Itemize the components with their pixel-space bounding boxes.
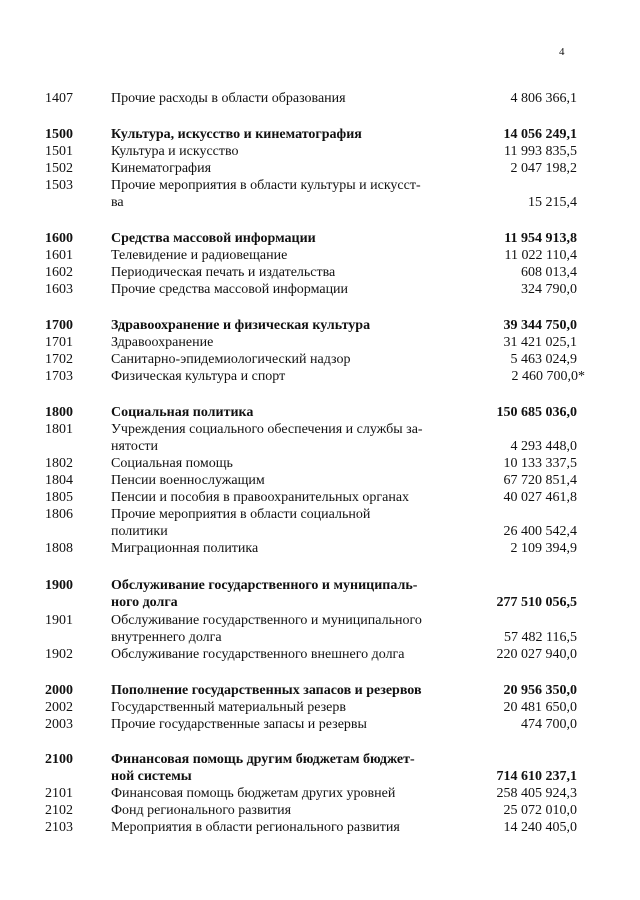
row-code: 2103 [45,820,73,835]
row-name: Здравоохранение и физическая культура [111,318,371,333]
row-amount: 2 460 700,0* [511,369,585,384]
row-amount: 39 344 750,0 [503,318,577,333]
row-amount: 11 954 913,8 [504,231,577,246]
row-code: 1602 [45,265,73,280]
table-row [0,612,640,646]
row-name: Миграционная политика [111,541,259,556]
table-row [0,455,640,472]
row-amount: 25 072 010,0 [503,803,577,818]
row-code: 2000 [45,683,73,698]
row-code: 1901 [45,613,73,628]
row-name: Здравоохранение [111,335,214,350]
row-name: Социальная помощь [111,456,233,471]
row-amount: 14 056 249,1 [503,127,577,142]
table-row [0,160,640,177]
row-amount: 2 109 394,9 [510,541,577,556]
row-amount: 11 993 835,5 [504,144,577,159]
row-name: Физическая культура и спорт [111,369,286,384]
table-row [0,716,640,733]
row-code: 1805 [45,490,73,505]
row-name: Кинематография [111,161,212,176]
row-name: Государственный материальный резерв [111,700,346,715]
row-name: Пополнение государственных запасов и резервов [111,683,422,698]
table-row [0,819,640,836]
row-name: Прочие мероприятия в области социальной политики [111,507,371,539]
row-name: Обслуживание государственного и муниципаль- ного долга [111,578,418,610]
row-amount: 220 027 940,0 [496,647,577,662]
row-code: 1500 [45,127,73,142]
table-row [0,540,640,557]
table-row [0,126,640,143]
row-name: Культура и искусство [111,144,239,159]
row-code: 1600 [45,231,73,246]
row-code: 1902 [45,647,73,662]
table-row [0,699,640,716]
row-amount: 40 027 461,8 [503,490,577,505]
row-code: 1407 [45,91,73,106]
table-row [0,785,640,802]
row-code: 1801 [45,422,73,437]
row-amount: 15 215,4 [528,195,577,210]
row-code: 1501 [45,144,73,159]
row-amount: 714 610 237,1 [496,769,577,784]
row-amount: 20 956 350,0 [503,683,577,698]
row-name: Мероприятия в области регионального развития [111,820,400,835]
row-code: 1702 [45,352,73,367]
table-row [0,247,640,264]
row-code: 1700 [45,318,73,333]
row-amount: 474 700,0 [521,717,577,732]
row-code: 1800 [45,405,73,420]
row-code: 1603 [45,282,73,297]
row-code: 1802 [45,456,73,471]
row-name: Социальная политика [111,405,254,420]
row-amount: 4 806 366,1 [510,91,577,106]
row-name: Прочие средства массовой информации [111,282,349,297]
row-name: Прочие расходы в области образования [111,91,346,106]
table-row [0,421,640,455]
table-row [0,177,640,211]
table-row [0,577,640,611]
row-name: Обслуживание государственного и муниципального внутреннего долга [111,613,422,645]
row-amount: 608 013,4 [521,265,577,280]
table-row [0,90,640,107]
row-name: Фонд регионального развития [111,803,292,818]
table-row [0,472,640,489]
row-name: Учреждения социального обеспечения и службы за- нятости [111,422,423,454]
table-row [0,334,640,351]
row-amount: 2 047 198,2 [510,161,577,176]
table-row [0,404,640,421]
row-name: Финансовая помощь другим бюджетам бюджет- ной системы [111,752,415,784]
row-amount: 14 240 405,0 [503,820,577,835]
row-name: Прочие государственные запасы и резервы [111,717,367,732]
table-row [0,506,640,540]
row-code: 2102 [45,803,73,818]
row-name: Санитарно-эпидемиологический надзор [111,352,351,367]
row-amount: 324 790,0 [521,282,577,297]
row-amount: 150 685 036,0 [496,405,577,420]
row-code: 1601 [45,248,73,263]
table-row [0,368,640,385]
row-name: Пенсии и пособия в правоохранительных органах [111,490,410,505]
row-amount: 5 463 024,9 [510,352,577,367]
row-amount: 10 133 337,5 [503,456,577,471]
row-amount: 4 293 448,0 [510,439,577,454]
row-name: Средства массовой информации [111,231,316,246]
row-name: Периодическая печать и издательства [111,265,336,280]
row-amount: 31 421 025,1 [503,335,577,350]
row-amount: 277 510 056,5 [496,595,577,610]
row-amount: 20 481 650,0 [503,700,577,715]
row-amount: 258 405 924,3 [496,786,577,801]
table-row [0,281,640,298]
table-row [0,802,640,819]
row-code: 1808 [45,541,73,556]
row-code: 1806 [45,507,73,522]
table-row [0,143,640,160]
row-amount: 26 400 542,4 [503,524,577,539]
row-code: 1804 [45,473,73,488]
page-number: 4 [559,46,565,58]
row-name: Культура, искусство и кинематография [111,127,362,142]
table-row [0,351,640,368]
row-code: 1503 [45,178,73,193]
row-amount: 67 720 851,4 [503,473,577,488]
row-code: 1900 [45,578,73,593]
row-amount: 57 482 116,5 [504,630,577,645]
row-code: 2100 [45,752,73,767]
table-row [0,646,640,663]
table-row [0,489,640,506]
table-row [0,264,640,281]
row-name: Телевидение и радиовещание [111,248,288,263]
row-amount: 11 022 110,4 [504,248,577,263]
row-code: 2002 [45,700,73,715]
row-code: 1502 [45,161,73,176]
table-row [0,230,640,247]
table-row [0,751,640,785]
row-code: 2003 [45,717,73,732]
row-code: 2101 [45,786,73,801]
table-row [0,682,640,699]
row-name: Обслуживание государственного внешнего долга [111,647,405,662]
row-name: Финансовая помощь бюджетам других уровней [111,786,396,801]
row-code: 1701 [45,335,73,350]
row-name: Пенсии военнослужащим [111,473,265,488]
row-code: 1703 [45,369,73,384]
table-row [0,317,640,334]
row-name: Прочие мероприятия в области культуры и искусст- ва [111,178,421,210]
